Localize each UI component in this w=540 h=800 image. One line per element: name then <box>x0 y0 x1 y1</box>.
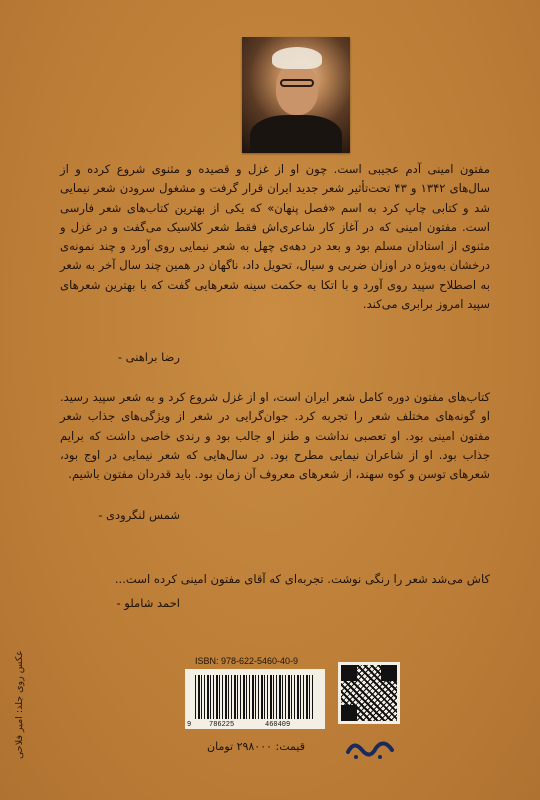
barcode <box>185 669 325 729</box>
price-label: قیمت: ۲۹۸۰۰۰ تومان <box>207 740 305 753</box>
quote-paragraph-2: کتاب‌های مفتون دوره کامل شعر ایران است، او از غزل شروع کرد و به شعر سپید رسید. او گونه‌های مختلف شعر را تجربه کرد. جوان‌گرایی در شعر از ویژگی‌های جذاب شعر مفتون امینی بود. او تعصبی نداشت و طنز او جالب بود و رندی خاصی داشت که برایم جذاب بود. او از شاعران نیمایی مطرح بود. در سال‌هایی که شعر نیمایی در اوج بود، شعرهای توسن و کوه سهند، از شعرهای معروف آن زمان بود. باید قدردان مفتون باشیم. <box>60 390 490 482</box>
barcode-digits-right: 460409 <box>265 721 291 729</box>
qr-code <box>338 662 400 724</box>
author-portrait-photo <box>242 37 350 153</box>
barcode-digits-left: 786225 <box>209 721 235 729</box>
signature-reza-baraheni: رضا براهنی - <box>117 350 180 364</box>
publisher-logo <box>344 732 396 762</box>
quote-paragraph-3: کاش می‌شد شعر را رنگی نوشت. تجربه‌ای که آقای مفتون امینی کرده است... <box>114 572 490 586</box>
quote-paragraph-1: مفتون امینی آدم عجیبی است. چون او از غزل و قصیده و مثنوی شروع کرده و از سال‌های ۱۳۴۲ و ۴۳ تحت‌تأثیر شعر جدید ایران قرار گرفت و مشغول سرودن شعر نیمایی شد و کتابی چاپ کرد به اسم «فصل پنهان» که یکی از بهترین کتاب‌های شعر فارسی است. مفتون امینی که در آغاز کار شاعری‌اش فقط شعر کلاسیک می‌گفت و در غزل و مثنوی از استادان مسلم بود و بعد در دهه‌ی چهل به شعر نیمایی روی آورد و چند نمونه‌ی درخشان به‌ویژه در اوزان ضربی و سیال، تحویل داد، ناگهان در همین چند سال آخر به شعر به اصطلاح سپید روی آورد و با اتکا به حکمت سینه شعرهایی گفت که با بهترین شعرهای سپید امروز برابری می‌کند. <box>60 162 490 312</box>
signature-shams-langeroudi: شمس لنگرودی - <box>98 508 180 522</box>
signature-ahmad-shamlou: احمد شاملو - <box>116 596 180 610</box>
barcode-digit-first: 9 <box>187 721 192 729</box>
barcode-bars <box>195 675 315 719</box>
cover-photo-credit: عکس روی جلد: امیر فلاحی <box>14 650 25 759</box>
isbn-label: ISBN: 978-622-5460-40-9 <box>195 656 299 666</box>
